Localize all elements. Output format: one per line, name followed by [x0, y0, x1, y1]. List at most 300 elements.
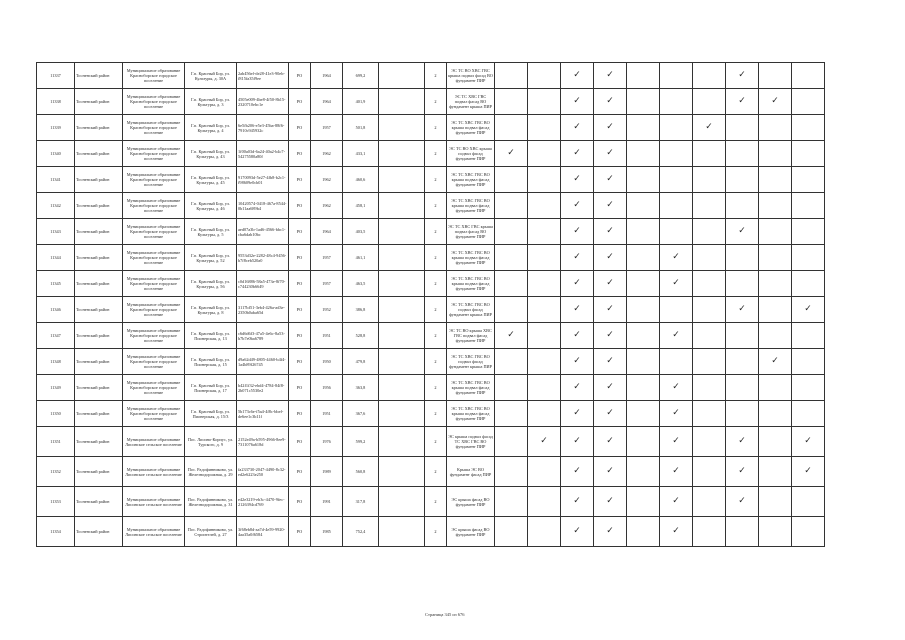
- spacer-cell: [379, 517, 425, 547]
- work-mark-cell: [528, 517, 561, 547]
- district-cell: Тосненский район: [75, 323, 123, 349]
- work-mark-cell: [528, 219, 561, 245]
- type-cell: РО: [289, 401, 311, 427]
- floors-cell: 2: [425, 375, 447, 401]
- work-mark-cell: [759, 167, 792, 193]
- work-mark-cell: [693, 115, 726, 141]
- page-footer: Страница 345 из 676: [425, 612, 465, 617]
- work-mark-cell: [594, 297, 627, 323]
- work-mark-cell: [759, 457, 792, 487]
- row-id: 11340: [37, 141, 75, 167]
- work-mark-cell: [660, 245, 693, 271]
- checkmark-icon: ✓: [573, 174, 581, 184]
- row-id: 11338: [37, 89, 75, 115]
- work-mark-cell: [627, 517, 660, 547]
- register-sheet: [36, 62, 825, 547]
- work-mark-cell: [627, 487, 660, 517]
- checkmark-icon: ✓: [672, 496, 680, 506]
- address-cell: Г.п. Красный Бор, ул. Культуры, д. 52: [185, 245, 237, 271]
- year-cell: 1962: [311, 193, 343, 219]
- year-cell: 1957: [311, 245, 343, 271]
- work-mark-cell: [693, 349, 726, 375]
- work-mark-cell: [726, 63, 759, 89]
- guid-cell: 6e5fb206-e5e3-45ba-88f6-7910c945932c: [237, 115, 289, 141]
- work-mark-cell: [759, 245, 792, 271]
- work-mark-cell: [693, 271, 726, 297]
- work-mark-cell: [561, 115, 594, 141]
- guid-cell: 1f00a03d-6a24-40a2-b4c7-54275580a80f: [237, 141, 289, 167]
- type-cell: РО: [289, 141, 311, 167]
- checkmark-icon: ✓: [573, 436, 581, 446]
- address-cell: Пос. Радофинниково, ул. Железнодорожная, д. 31: [185, 487, 237, 517]
- guid-cell: 2152e49a-b595-4966-8ee9-7311076a618d: [237, 427, 289, 457]
- row-id: 11347: [37, 323, 75, 349]
- table-row: [37, 219, 825, 245]
- work-mark-cell: [726, 375, 759, 401]
- checkmark-icon: ✓: [606, 70, 614, 80]
- type-cell: РО: [289, 375, 311, 401]
- area-cell: 403,5: [343, 219, 379, 245]
- address-cell: Г.п. Красный Бор, ул. Культуры, д. 43: [185, 141, 237, 167]
- table-row: [37, 517, 825, 547]
- work-mark-cell: [561, 297, 594, 323]
- owner-cell: Муниципальное образование Красноборское городское поселение: [123, 349, 185, 375]
- work-mark-cell: [495, 167, 528, 193]
- work-mark-cell: [495, 271, 528, 297]
- table-row: [37, 487, 825, 517]
- row-id: 11350: [37, 401, 75, 427]
- systems-cell: ЭС ТС ХВС ГВС ВО крыша подвал фасад фундамент ПИР: [447, 271, 495, 297]
- work-mark-cell: [726, 89, 759, 115]
- table-row: [37, 401, 825, 427]
- floors-cell: 2: [425, 193, 447, 219]
- checkmark-icon: ✓: [573, 466, 581, 476]
- type-cell: РО: [289, 63, 311, 89]
- address-cell: Пос. Лисино-Корпус, ул. Турского, д. 9: [185, 427, 237, 457]
- type-cell: РО: [289, 115, 311, 141]
- floors-cell: 2: [425, 141, 447, 167]
- year-cell: 1956: [311, 375, 343, 401]
- work-mark-cell: [594, 401, 627, 427]
- work-mark-cell: [627, 219, 660, 245]
- owner-cell: Муниципальное образование Красноборское городское поселение: [123, 89, 185, 115]
- work-mark-cell: [495, 375, 528, 401]
- work-mark-cell: [627, 193, 660, 219]
- checkmark-icon: ✓: [738, 96, 746, 106]
- work-mark-cell: [594, 517, 627, 547]
- work-mark-cell: [726, 219, 759, 245]
- work-mark-cell: [759, 219, 792, 245]
- work-mark-cell: [660, 323, 693, 349]
- row-id: 11353: [37, 487, 75, 517]
- floors-cell: 2: [425, 297, 447, 323]
- floors-cell: 2: [425, 167, 447, 193]
- systems-cell: ЭС ТС ХВС ГВС ВО крыша подвал фасад фундамент ПИР: [447, 375, 495, 401]
- district-cell: Тосненский район: [75, 297, 123, 323]
- guid-cell: 9553d32e-2282-48c4-9456-b7f8ceb520a0: [237, 245, 289, 271]
- work-mark-cell: [693, 89, 726, 115]
- district-cell: Тосненский район: [75, 375, 123, 401]
- owner-cell: Муниципальное образование Красноборское городское поселение: [123, 245, 185, 271]
- work-mark-cell: [726, 487, 759, 517]
- area-cell: 528,8: [343, 323, 379, 349]
- work-mark-cell: [495, 349, 528, 375]
- owner-cell: Муниципальное образование Красноборское городское поселение: [123, 193, 185, 219]
- address-cell: Г.п. Красный Бор, ул. Пионерская, д. 17: [185, 375, 237, 401]
- checkmark-icon: ✓: [672, 330, 680, 340]
- checkmark-icon: ✓: [606, 466, 614, 476]
- work-mark-cell: [561, 375, 594, 401]
- work-mark-cell: [594, 375, 627, 401]
- table-row: [37, 115, 825, 141]
- checkmark-icon: ✓: [606, 382, 614, 392]
- year-cell: 1964: [311, 219, 343, 245]
- guid-cell: 5b173c6e-f5a4-4f8c-bbef-de6ee1c3b11f: [237, 401, 289, 427]
- floors-cell: 2: [425, 89, 447, 115]
- work-mark-cell: [660, 89, 693, 115]
- checkmark-icon: ✓: [573, 304, 581, 314]
- systems-cell: ЭС ТС ХВС ГВС ВО крыша подвал фасад фундамент ПИР: [447, 401, 495, 427]
- checkmark-icon: ✓: [573, 526, 581, 536]
- work-mark-cell: [693, 401, 726, 427]
- floors-cell: 2: [425, 517, 447, 547]
- owner-cell: Муниципальное образование Красноборское городское поселение: [123, 219, 185, 245]
- systems-cell: ЭС ТС ВО ХВС ГВС крыша подвал фасад ВО фундамент ПИР: [447, 63, 495, 89]
- year-cell: 1951: [311, 323, 343, 349]
- work-mark-cell: [726, 349, 759, 375]
- guid-cell: 10420574-0418-467a-8544-0b11aa689b4: [237, 193, 289, 219]
- row-id: 11352: [37, 457, 75, 487]
- work-mark-cell: [792, 375, 825, 401]
- guid-cell: 4505e009-4be8-4f50-8b15-2320710ebc1e: [237, 89, 289, 115]
- guid-cell: c6d6d6f3-47a5-4e6c-8a53-b7b7e0ba6789: [237, 323, 289, 349]
- area-cell: 386,8: [343, 297, 379, 323]
- checkmark-icon: ✓: [606, 122, 614, 132]
- owner-cell: Муниципальное образование Красноборское городское поселение: [123, 375, 185, 401]
- work-mark-cell: [561, 401, 594, 427]
- work-mark-cell: [495, 517, 528, 547]
- area-cell: 479,8: [343, 349, 379, 375]
- work-mark-cell: [528, 401, 561, 427]
- systems-cell: ЭС ТС ХВС ГВС подвал фасад ВО фундамент крыша ПИР: [447, 89, 495, 115]
- checkmark-icon: ✓: [606, 278, 614, 288]
- floors-cell: 2: [425, 115, 447, 141]
- systems-cell: ЭС крыша подвал фасад ТС ХВС ГВС ВО фундамент ПИР: [447, 427, 495, 457]
- work-mark-cell: [561, 193, 594, 219]
- row-id: 11345: [37, 271, 75, 297]
- work-mark-cell: [627, 167, 660, 193]
- table-row: [37, 89, 825, 115]
- type-cell: РО: [289, 487, 311, 517]
- work-mark-cell: [792, 245, 825, 271]
- owner-cell: Муниципальное образование Лисинское сельское поселение: [123, 517, 185, 547]
- row-id: 11346: [37, 297, 75, 323]
- floors-cell: 2: [425, 219, 447, 245]
- row-id: 11343: [37, 219, 75, 245]
- checkmark-icon: ✓: [606, 96, 614, 106]
- work-mark-cell: [528, 167, 561, 193]
- work-mark-cell: [627, 323, 660, 349]
- district-cell: Тосненский район: [75, 245, 123, 271]
- type-cell: РО: [289, 245, 311, 271]
- checkmark-icon: ✓: [672, 278, 680, 288]
- owner-cell: Муниципальное образование Красноборское городское поселение: [123, 63, 185, 89]
- year-cell: 1964: [311, 63, 343, 89]
- row-id: 11344: [37, 245, 75, 271]
- checkmark-icon: ✓: [606, 252, 614, 262]
- guid-cell: b42f1f32-ebd4-4784-84f8-2b071c5530e2: [237, 375, 289, 401]
- owner-cell: Муниципальное образование Лисинское сельское поселение: [123, 427, 185, 457]
- work-mark-cell: [495, 89, 528, 115]
- address-cell: Пос. Радофинниково, ул. Железнодорожная, д. 29: [185, 457, 237, 487]
- district-cell: Тосненский район: [75, 487, 123, 517]
- type-cell: РО: [289, 167, 311, 193]
- district-cell: Тосненский район: [75, 427, 123, 457]
- work-mark-cell: [528, 89, 561, 115]
- address-cell: Г.п. Красный Бор, ул. Культуры, д. 56: [185, 271, 237, 297]
- work-mark-cell: [693, 63, 726, 89]
- year-cell: 1957: [311, 271, 343, 297]
- district-cell: Тосненский район: [75, 219, 123, 245]
- spacer-cell: [379, 63, 425, 89]
- work-mark-cell: [693, 167, 726, 193]
- work-mark-cell: [660, 349, 693, 375]
- work-mark-cell: [528, 193, 561, 219]
- checkmark-icon: ✓: [738, 496, 746, 506]
- work-mark-cell: [495, 427, 528, 457]
- spacer-cell: [379, 427, 425, 457]
- spacer-cell: [379, 115, 425, 141]
- spacer-cell: [379, 245, 425, 271]
- work-mark-cell: [627, 63, 660, 89]
- spacer-cell: [379, 271, 425, 297]
- work-mark-cell: [627, 457, 660, 487]
- guid-cell: 3f68eb8d-aa7d-4e59-9920-4aa35a0f6584: [237, 517, 289, 547]
- guid-cell: fa233730-2047-4490-8c32-ed2e6223e250: [237, 457, 289, 487]
- work-mark-cell: [693, 487, 726, 517]
- checkmark-icon: ✓: [606, 496, 614, 506]
- checkmark-icon: ✓: [573, 330, 581, 340]
- work-mark-cell: [561, 271, 594, 297]
- checkmark-icon: ✓: [573, 496, 581, 506]
- work-mark-cell: [561, 487, 594, 517]
- type-cell: РО: [289, 297, 311, 323]
- address-cell: Г.п. Красный Бор, ул. Пионерская, д. 15/3: [185, 401, 237, 427]
- year-cell: 1976: [311, 427, 343, 457]
- year-cell: 1991: [311, 487, 343, 517]
- work-mark-cell: [528, 141, 561, 167]
- work-mark-cell: [660, 141, 693, 167]
- checkmark-icon: ✓: [771, 356, 779, 366]
- work-mark-cell: [726, 167, 759, 193]
- work-mark-cell: [759, 271, 792, 297]
- work-mark-cell: [594, 141, 627, 167]
- systems-cell: ЭС ТС ХВС ГВС ВО крыша подвал фасад фундамент ПИР: [447, 115, 495, 141]
- work-mark-cell: [726, 115, 759, 141]
- work-mark-cell: [561, 349, 594, 375]
- spacer-cell: [379, 401, 425, 427]
- spacer-cell: [379, 141, 425, 167]
- work-mark-cell: [561, 167, 594, 193]
- district-cell: Тосненский район: [75, 115, 123, 141]
- work-mark-cell: [693, 219, 726, 245]
- work-mark-cell: [759, 349, 792, 375]
- checkmark-icon: ✓: [507, 148, 515, 158]
- floors-cell: 2: [425, 457, 447, 487]
- work-mark-cell: [660, 219, 693, 245]
- work-mark-cell: [594, 349, 627, 375]
- systems-cell: ЭС ТС ХВС ГВС ВО крыша подвал фасад фундамент ПИР: [447, 245, 495, 271]
- work-mark-cell: [693, 517, 726, 547]
- work-mark-cell: [495, 487, 528, 517]
- work-mark-cell: [759, 375, 792, 401]
- year-cell: 1962: [311, 141, 343, 167]
- guid-cell: d9a62d49-4805-4460-b4f4-1a4b89f26745: [237, 349, 289, 375]
- checkmark-icon: ✓: [672, 466, 680, 476]
- work-mark-cell: [693, 323, 726, 349]
- area-cell: 560,8: [343, 457, 379, 487]
- checkmark-icon: ✓: [672, 436, 680, 446]
- work-mark-cell: [759, 323, 792, 349]
- owner-cell: Муниципальное образование Лисинское сельское поселение: [123, 487, 185, 517]
- type-cell: РО: [289, 219, 311, 245]
- guid-cell: 3117bf51-3eb4-426a-ad3e-2350b0aba65d: [237, 297, 289, 323]
- table-row: [37, 427, 825, 457]
- checkmark-icon: ✓: [738, 70, 746, 80]
- work-mark-cell: [726, 323, 759, 349]
- systems-cell: ЭС ТС ХВС ГВС ВО крыша подвал фасад фундамент ПИР: [447, 193, 495, 219]
- year-cell: 1985: [311, 517, 343, 547]
- address-cell: Г.п. Красный Бор, ул. Пионерская, д. 15: [185, 349, 237, 375]
- work-mark-cell: [693, 375, 726, 401]
- type-cell: РО: [289, 427, 311, 457]
- work-mark-cell: [660, 487, 693, 517]
- guid-cell: 9170093d-5e27-4fb8-b2c1-f98609e0cb01: [237, 167, 289, 193]
- checkmark-icon: ✓: [804, 466, 812, 476]
- work-mark-cell: [792, 457, 825, 487]
- work-mark-cell: [627, 349, 660, 375]
- table-row: [37, 323, 825, 349]
- spacer-cell: [379, 219, 425, 245]
- work-mark-cell: [792, 349, 825, 375]
- owner-cell: Муниципальное образование Красноборское городское поселение: [123, 115, 185, 141]
- floors-cell: 2: [425, 401, 447, 427]
- systems-cell: ЭС ТС ВО ХВС крыша подвал фасад фундамент ПИР: [447, 141, 495, 167]
- row-id: 11337: [37, 63, 75, 89]
- work-mark-cell: [792, 219, 825, 245]
- checkmark-icon: ✓: [606, 226, 614, 236]
- work-mark-cell: [726, 271, 759, 297]
- work-mark-cell: [726, 193, 759, 219]
- spacer-cell: [379, 487, 425, 517]
- work-mark-cell: [495, 141, 528, 167]
- checkmark-icon: ✓: [672, 408, 680, 418]
- checkmark-icon: ✓: [606, 304, 614, 314]
- checkmark-icon: ✓: [606, 526, 614, 536]
- work-mark-cell: [792, 297, 825, 323]
- work-mark-cell: [594, 219, 627, 245]
- work-mark-cell: [660, 271, 693, 297]
- district-cell: Тосненский район: [75, 193, 123, 219]
- work-mark-cell: [792, 323, 825, 349]
- checkmark-icon: ✓: [573, 382, 581, 392]
- table-row: [37, 271, 825, 297]
- table-row: [37, 245, 825, 271]
- work-mark-cell: [792, 517, 825, 547]
- work-mark-cell: [561, 219, 594, 245]
- work-mark-cell: [594, 427, 627, 457]
- work-mark-cell: [759, 89, 792, 115]
- work-mark-cell: [693, 193, 726, 219]
- floors-cell: 2: [425, 349, 447, 375]
- row-id: 11349: [37, 375, 75, 401]
- guid-cell: e42e3219-eb3c-4470-9fec-2126394cd769: [237, 487, 289, 517]
- address-cell: Г.п. Красный Бор, ул. Культуры, д. 30А: [185, 63, 237, 89]
- work-mark-cell: [594, 487, 627, 517]
- work-mark-cell: [726, 457, 759, 487]
- systems-cell: ЭС крыша фасад ВО фундамент ПИР: [447, 517, 495, 547]
- year-cell: 1957: [311, 115, 343, 141]
- systems-cell: ЭС ТС ХВС ГВС ВО подвал фасад фундамент крыша ПИР: [447, 297, 495, 323]
- address-cell: Г.п. Красный Бор, ул. Пионерская, д. 13: [185, 323, 237, 349]
- address-cell: Г.п. Красный Бор, ул. Культуры, д. 8: [185, 297, 237, 323]
- work-mark-cell: [495, 323, 528, 349]
- work-mark-cell: [792, 63, 825, 89]
- checkmark-icon: ✓: [606, 356, 614, 366]
- area-cell: 501,8: [343, 115, 379, 141]
- checkmark-icon: ✓: [573, 96, 581, 106]
- owner-cell: Муниципальное образование Лисинское сельское поселение: [123, 457, 185, 487]
- type-cell: РО: [289, 457, 311, 487]
- work-mark-cell: [528, 487, 561, 517]
- type-cell: РО: [289, 271, 311, 297]
- work-mark-cell: [594, 167, 627, 193]
- work-mark-cell: [627, 401, 660, 427]
- work-mark-cell: [759, 427, 792, 457]
- checkmark-icon: ✓: [573, 356, 581, 366]
- area-cell: 458,1: [343, 193, 379, 219]
- spacer-cell: [379, 375, 425, 401]
- row-id: 11342: [37, 193, 75, 219]
- checkmark-icon: ✓: [573, 148, 581, 158]
- work-mark-cell: [561, 89, 594, 115]
- work-mark-cell: [528, 427, 561, 457]
- work-mark-cell: [726, 517, 759, 547]
- work-mark-cell: [792, 427, 825, 457]
- row-id: 11341: [37, 167, 75, 193]
- checkmark-icon: ✓: [573, 408, 581, 418]
- work-mark-cell: [759, 401, 792, 427]
- spacer-cell: [379, 297, 425, 323]
- work-mark-cell: [528, 63, 561, 89]
- work-mark-cell: [594, 271, 627, 297]
- district-cell: Тосненский район: [75, 63, 123, 89]
- work-mark-cell: [594, 63, 627, 89]
- area-cell: 599,2: [343, 427, 379, 457]
- checkmark-icon: ✓: [573, 278, 581, 288]
- work-mark-cell: [660, 427, 693, 457]
- work-mark-cell: [792, 401, 825, 427]
- district-cell: Тосненский район: [75, 517, 123, 547]
- work-mark-cell: [561, 457, 594, 487]
- work-mark-cell: [594, 457, 627, 487]
- table-row: [37, 167, 825, 193]
- work-mark-cell: [528, 115, 561, 141]
- row-id: 11351: [37, 427, 75, 457]
- checkmark-icon: ✓: [606, 148, 614, 158]
- work-mark-cell: [759, 193, 792, 219]
- area-cell: 460,6: [343, 167, 379, 193]
